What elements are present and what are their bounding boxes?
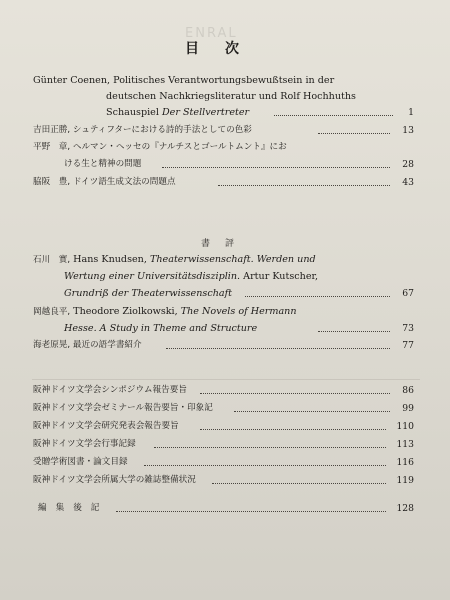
editorial-page: 128 xyxy=(396,503,414,514)
review-2-author: 岡越良平, xyxy=(33,307,71,317)
report-2-page: 99 xyxy=(402,403,414,414)
review-1-page: 67 xyxy=(402,288,414,299)
review-3-line xyxy=(33,339,142,352)
leader-dots xyxy=(212,483,386,484)
leader-dots xyxy=(318,331,390,332)
report-6-page: 119 xyxy=(396,475,414,486)
editorial-title: 編集後記 xyxy=(38,503,109,513)
review-2-page: 73 xyxy=(402,323,414,334)
leader-dots xyxy=(154,447,386,448)
review-1-book-author-1: Hans Knudsen, xyxy=(73,254,147,265)
review-1-line-1 xyxy=(33,253,316,267)
bleed-through-text: ENRAL xyxy=(185,26,238,41)
article-3-page: 28 xyxy=(402,159,414,170)
leader-dots xyxy=(318,133,390,134)
report-4-title: 阪神ドイツ文学会行事記録 xyxy=(33,439,136,449)
review-3-page: 77 xyxy=(402,340,414,351)
review-1-book-title-1b: Wertung einer Universitätsdisziplin. xyxy=(64,271,241,282)
review-1-author: 石川 實, xyxy=(33,255,71,265)
report-2-title: 阪神ドイツ文学会ゼミナール報告要旨・印象記 xyxy=(33,403,213,413)
article-4-author: 脇阪 豊, xyxy=(33,177,71,187)
review-1-line-2 xyxy=(64,270,318,283)
leader-dots xyxy=(116,511,386,512)
report-5-title: 受贈学術図書・論文目録 xyxy=(33,457,128,467)
report-5-page: 116 xyxy=(396,457,414,468)
review-3-author: 海老原晃, xyxy=(33,340,71,350)
reviews-heading: 書評 xyxy=(200,239,249,249)
article-1-title-line-1: Politisches Verantwortungsbewußtsein in der xyxy=(113,75,335,86)
review-2-line-1 xyxy=(33,305,297,319)
article-1-title-line-2: deutschen Nachkriegsliteratur und Rolf Hochhuths xyxy=(106,91,356,102)
review-1-book-title-1a: Theaterwissenschaft. Werden und xyxy=(149,254,316,265)
leader-dots xyxy=(144,465,386,466)
review-2-book-title-1: The Novels of Hermann xyxy=(180,306,297,317)
report-4-page: 113 xyxy=(396,439,414,450)
report-3-page: 110 xyxy=(396,421,414,432)
report-6-title: 阪神ドイツ文学会所属大学の雑誌整備状況 xyxy=(33,475,196,485)
review-1-book-author-2: Artur Kutscher, xyxy=(243,271,319,282)
leader-dots xyxy=(218,185,390,186)
article-1-title-italic: Der Stellvertreter xyxy=(161,107,250,118)
article-4-title: ドイツ語生成文法の問題点 xyxy=(72,177,176,187)
article-2-line xyxy=(33,124,252,137)
review-2-book-author: Theodore Ziolkowski, xyxy=(73,306,178,317)
article-2-page: 13 xyxy=(402,125,414,136)
review-1-book-title-2: Grundriß der Theaterwissenschaft xyxy=(64,288,232,299)
leader-dots xyxy=(274,115,393,116)
article-2-author: 吉田正勝, xyxy=(33,125,71,135)
article-1-page: 1 xyxy=(408,107,414,118)
article-1-line-1 xyxy=(33,74,334,87)
leader-dots xyxy=(162,167,390,168)
leader-dots xyxy=(234,411,390,412)
article-1-author: Günter Coenen, xyxy=(33,75,111,86)
article-2-title: シュティフターにおける詩的手法としての色彩 xyxy=(72,125,252,135)
report-1-page: 86 xyxy=(402,385,414,396)
article-1-title-line-3: Schauspiel xyxy=(106,107,159,118)
section-divider xyxy=(32,379,420,380)
article-3-title-line-1: ヘルマン・ヘッセの『ナルチスとゴールトムント』にお xyxy=(72,142,287,152)
leader-dots xyxy=(166,348,390,349)
leader-dots xyxy=(200,429,386,430)
article-3-line-1 xyxy=(33,141,287,154)
review-2-book-title-2: Hesse. A Study in Theme and Structure xyxy=(64,323,258,334)
article-3-author: 平野 章, xyxy=(33,142,71,152)
article-4-line xyxy=(33,176,176,189)
page-title: 目次 xyxy=(185,41,265,57)
leader-dots xyxy=(245,296,390,297)
article-1-line-3 xyxy=(106,106,249,119)
article-3-title-line-2: ける生と精神の問題 xyxy=(64,159,142,169)
report-3-title: 阪神ドイツ文学会研究発表会報告要旨 xyxy=(33,421,179,431)
article-4-page: 43 xyxy=(402,177,414,188)
report-1-title: 阪神ドイツ文学会シンポジウム報告要旨 xyxy=(33,385,187,395)
review-3-title: 最近の語学書紹介 xyxy=(72,340,142,350)
leader-dots xyxy=(200,393,390,394)
